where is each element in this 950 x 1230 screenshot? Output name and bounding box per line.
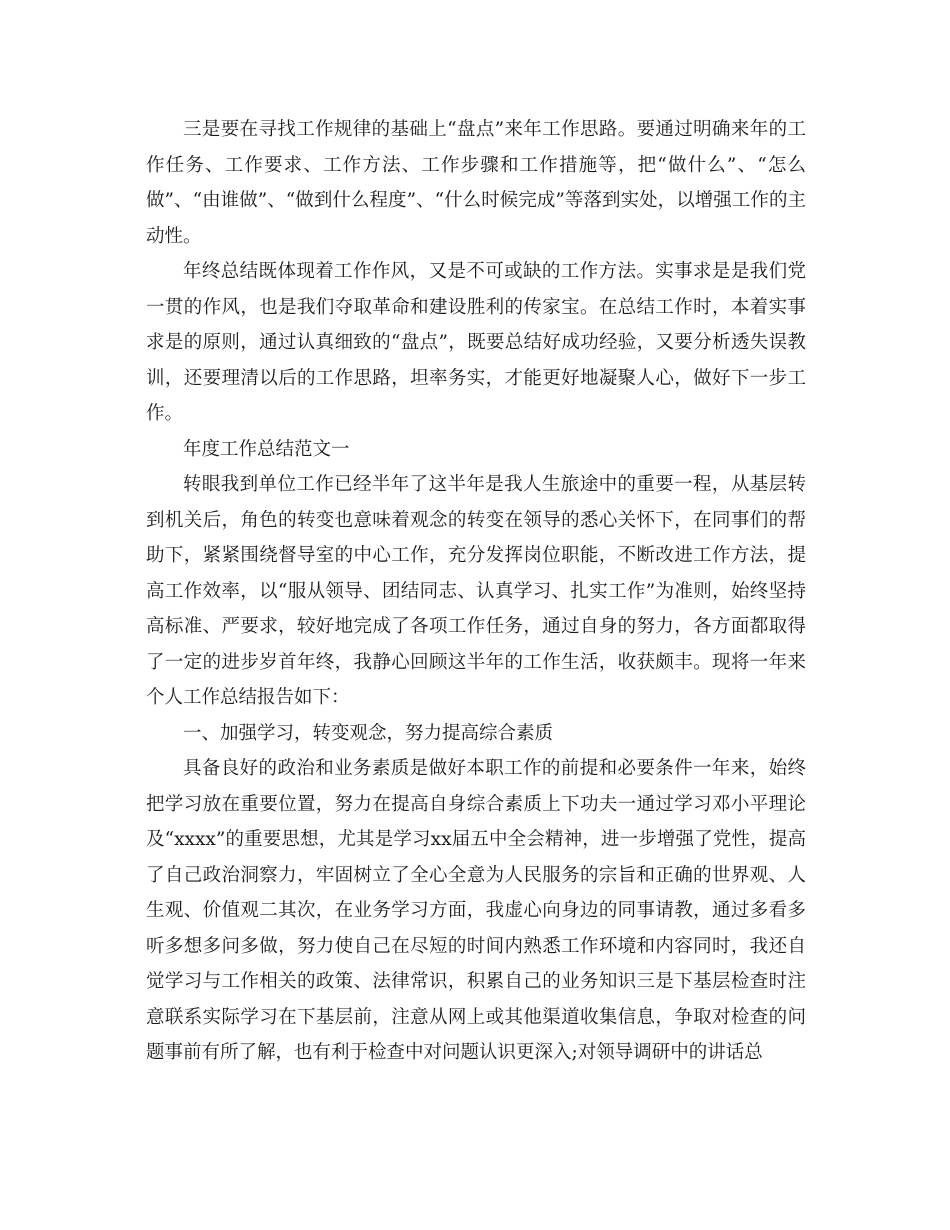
- paragraph-work-plan: 三是要在寻找工作规律的基础上“盘点”来年工作思路。要通过明确来年的工作任务、工作要求、工作方法、工作步骤和工作措施等，把“做什么”、“怎么做”、“由谁做”、“做到什么程度”、“什么时候完成”等落到实处，以增强工作的主动性。: [146, 119, 806, 247]
- paragraph-intro: 转眼我到单位工作已经半年了这半年是我人生旅途中的重要一程，从基层转到机关后，角色的转变也意味着观念的转变在领导的悉心关怀下，在同事们的帮助下，紧紧围绕督导室的中心工作，充分发挥岗位职能，不断改进工作方法，提高工作效率，以“服从领导、团结同志、认真学习、扎实工作”为准则，始终坚持高标准、严要求，较好地完成了各项工作任务，通过自身的努力，各方面都取得了一定的进步岁首年终，我静心回顾这半年的工作生活，收获颇丰。现将一年来个人工作总结报告如下：: [146, 474, 806, 708]
- paragraph-study: 具备良好的政治和业务素质是做好本职工作的前提和必要条件一年来，始终把学习放在重要位置，努力在提高自身综合素质上下功夫一通过学习邓小平理论及“xxxx”的重要思想，尤其是学习xx届五中全会精神，进一步增强了党性，提高了自己政治洞察力，牢固树立了全心全意为人民服务的宗旨和正确的世界观、人生观、价值观二其次，在业务学习方面，我虚心向身边的同事请教，通过多看多听多想多问多做，努力使自己在尽短的时间内熟悉工作环境和内容同时，我还自觉学习与工作相关的政策、法律常识，积累自己的业务知识三是下基层检查时注意联系实际学习在下基层前，注意从网上或其他渠道收集信息，争取对检查的问题事前有所了解，也有利于检查中对问题认识更深入;对领导调研中的讲话总: [146, 758, 806, 1063]
- paragraph-year-end-summary: 年终总结既体现着工作作风，又是不可或缺的工作方法。实事求是是我们党一贯的作风，也是我们夺取革命和建设胜利的传家宝。在总结工作时，本着实事求是的原则，通过认真细致的“盘点”，既要总结好成功经验，又要分析透失误教训，还要理清以后的工作思路，坦率务实，才能更好地凝聚人心，做好下一步工作。: [146, 261, 806, 424]
- section-heading-study: 一、加强学习，转变观念，努力提高综合素质: [183, 722, 554, 744]
- section-title-sample-one: 年度工作总结范文一: [183, 438, 350, 460]
- document-body: [146, 112, 806, 1071]
